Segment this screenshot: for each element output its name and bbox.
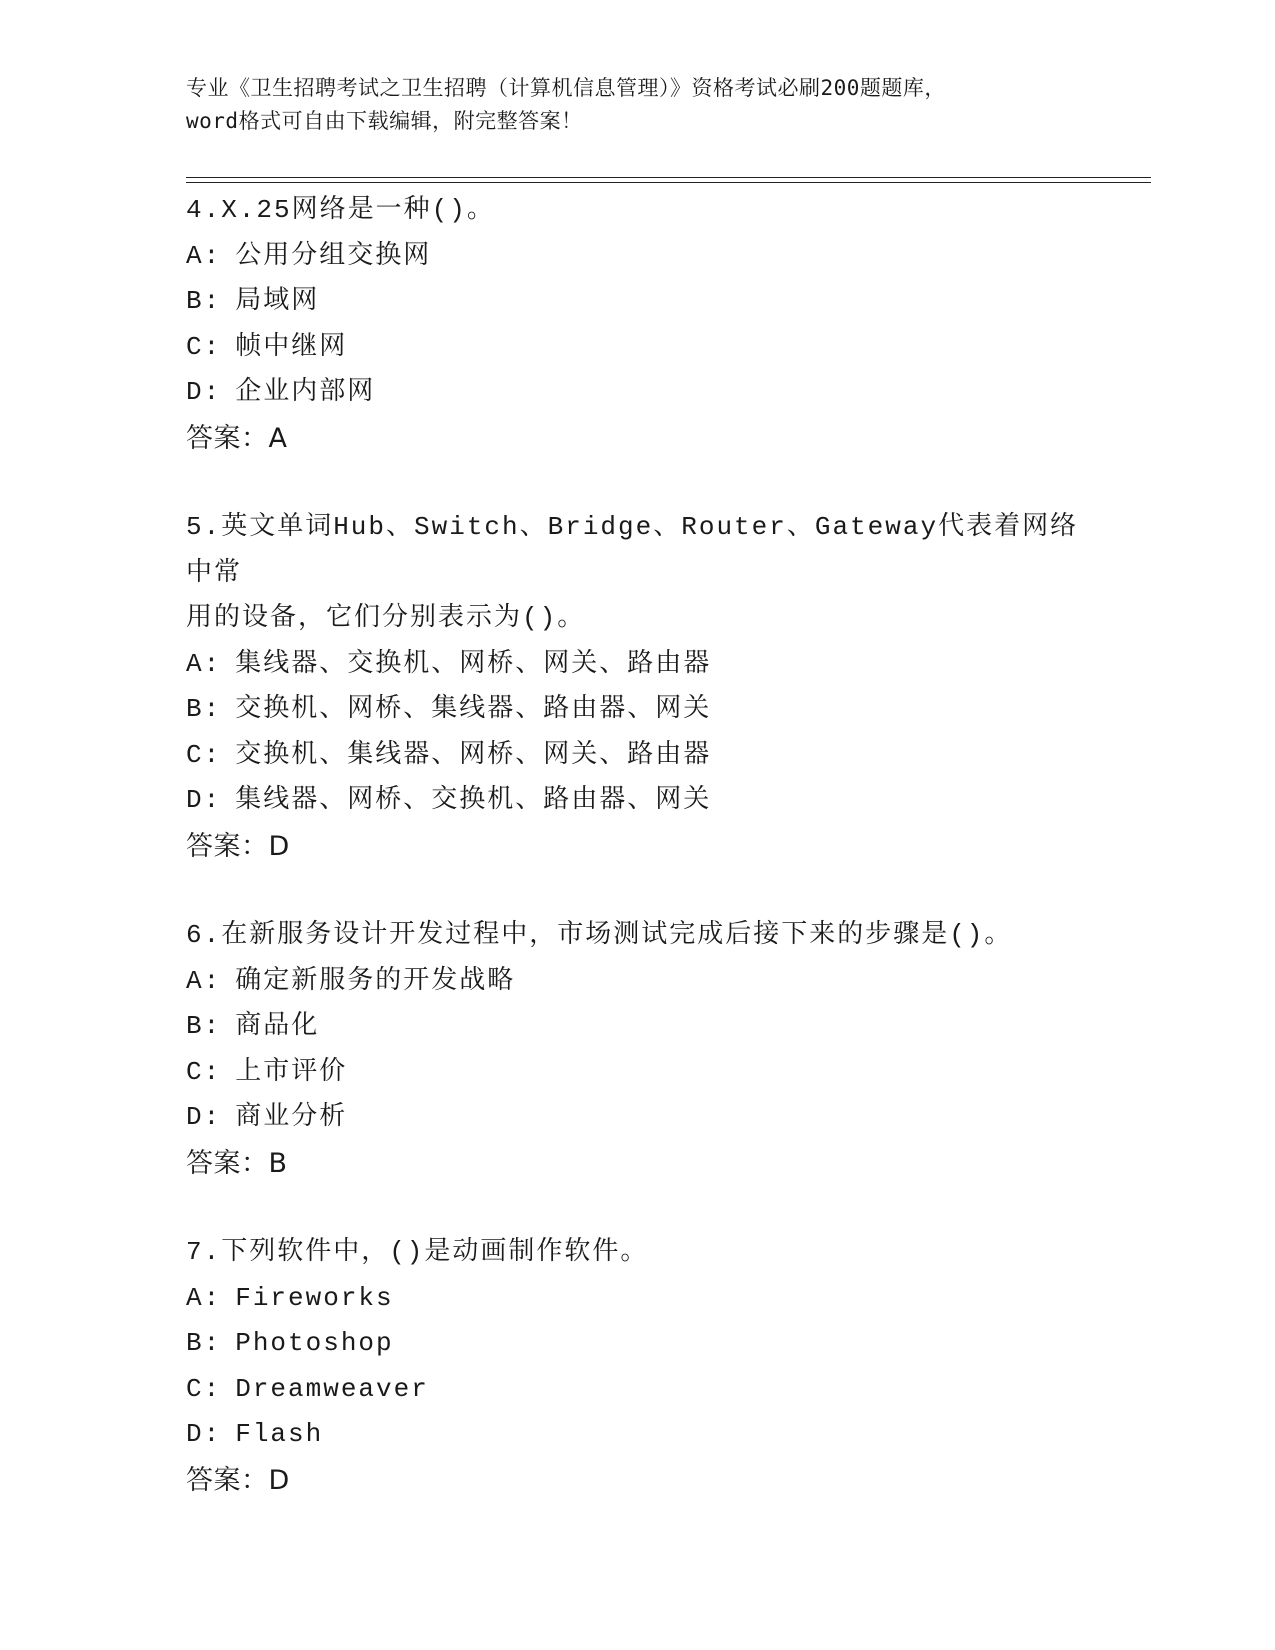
option-label: B: [186,1328,222,1358]
option-a [186,234,1106,280]
question-7 [186,1230,1106,1503]
option-text: 确定新服务的开发战略 [235,965,516,996]
header-line-1: 专业《卫生招聘考试之卫生招聘（计算机信息管理）》资格考试必刷200题题库， [186,76,946,100]
option-text: 局域网 [235,286,320,316]
option-label: A: [186,648,222,679]
answer: 答案：A [186,422,288,454]
option-label: D: [186,785,222,815]
option-label: D: [186,1419,222,1449]
header-line-2: word格式可自由下载编辑，附完整答案！ [186,109,583,133]
option-a [186,642,1106,688]
header-divider-bottom [186,182,1151,183]
question-text: 7.下列软件中，()是动画制作软件。 [186,1237,649,1267]
option-text: 帧中继网 [235,331,348,362]
option-text: 公用分组交换网 [235,240,432,271]
answer: 答案：D [186,1464,290,1496]
option-label: C: [186,1056,222,1087]
option-b [186,279,1106,325]
option-text: Fireworks [235,1282,394,1313]
option-text: 集线器、交换机、网桥、网关、路由器 [235,648,712,679]
question-text: 5.英文单词Hub、Switch、Bridge、Router、Gateway代表着网络中常 [186,512,1079,588]
option-label: A: [186,1282,222,1313]
option-text: 商品化 [235,1011,320,1041]
option-label: C: [186,739,222,770]
option-c [186,1367,1106,1413]
header-divider-top [186,177,1151,178]
option-label: B: [186,1011,222,1041]
option-b [186,687,1106,733]
option-a [186,959,1106,1005]
question-text: 4.X.25网络是一种()。 [186,195,495,225]
option-text: 上市评价 [235,1056,348,1087]
answer: 答案：D [186,830,290,862]
question-text-continued: 用的设备，它们分别表示为()。 [186,603,586,633]
option-c [186,1050,1106,1096]
option-text: 集线器、网桥、交换机、路由器、网关 [235,785,712,815]
option-d [186,370,1106,416]
option-d [186,1412,1106,1458]
question-list [186,188,1106,1547]
option-text: 企业内部网 [235,377,376,407]
option-text: 商业分析 [235,1102,348,1132]
option-text: Photoshop [235,1328,394,1358]
option-c [186,733,1106,779]
option-text: 交换机、集线器、网桥、网关、路由器 [235,739,712,770]
document-header [186,72,1086,138]
option-label: D: [186,377,222,407]
option-label: C: [186,1373,222,1404]
option-text: Flash [235,1419,324,1449]
question-6 [186,913,1106,1186]
option-label: B: [186,286,222,316]
option-c [186,325,1106,371]
answer: 答案：B [186,1147,288,1179]
option-label: D: [186,1102,222,1132]
option-label: C: [186,331,222,362]
question-4 [186,188,1106,461]
option-d [186,1095,1106,1141]
option-label: A: [186,240,222,271]
option-label: A: [186,965,222,996]
option-text: 交换机、网桥、集线器、路由器、网关 [235,694,712,724]
question-5 [186,505,1106,869]
option-a [186,1276,1106,1322]
option-b [186,1321,1106,1367]
option-b [186,1004,1106,1050]
question-text: 6.在新服务设计开发过程中，市场测试完成后接下来的步骤是()。 [186,920,1013,950]
option-label: B: [186,694,222,724]
option-text: Dreamweaver [235,1373,429,1404]
option-d [186,778,1106,824]
